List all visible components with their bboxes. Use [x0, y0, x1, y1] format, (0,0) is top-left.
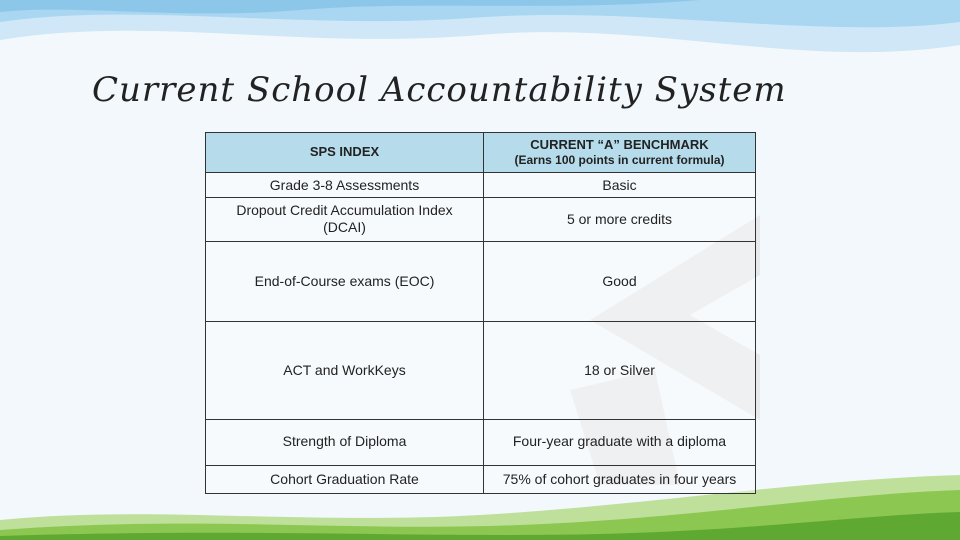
sps-benchmark-table — [205, 132, 756, 494]
index-cell: Strength of Diploma — [206, 419, 484, 465]
benchmark-cell: 18 or Silver — [484, 322, 756, 420]
header-benchmark-title: CURRENT “A” BENCHMARK — [530, 136, 709, 152]
header-current-benchmark — [484, 133, 756, 173]
index-cell: Dropout Credit Accumulation Index (DCAI) — [206, 198, 484, 241]
table-row — [206, 241, 756, 321]
index-cell: End-of-Course exams (EOC) — [206, 241, 484, 321]
benchmark-cell: 75% of cohort graduates in four years — [484, 465, 756, 493]
table-row — [206, 173, 756, 198]
benchmark-cell: Basic — [484, 173, 756, 198]
table-row — [206, 198, 756, 241]
header-benchmark-note: (Earns 100 points in current formula) — [514, 153, 725, 168]
benchmark-cell: Good — [484, 241, 756, 321]
benchmark-cell: Four-year graduate with a diploma — [484, 419, 756, 465]
benchmark-cell: 5 or more credits — [484, 198, 756, 241]
slide-title: Current School Accountability System — [92, 70, 787, 110]
table-header-row — [206, 133, 756, 173]
table-row — [206, 465, 756, 493]
index-cell: Grade 3-8 Assessments — [206, 173, 484, 198]
index-cell: Cohort Graduation Rate — [206, 465, 484, 493]
table-row — [206, 322, 756, 420]
header-sps-index: SPS INDEX — [206, 133, 484, 173]
table-row — [206, 419, 756, 465]
index-cell: ACT and WorkKeys — [206, 322, 484, 420]
